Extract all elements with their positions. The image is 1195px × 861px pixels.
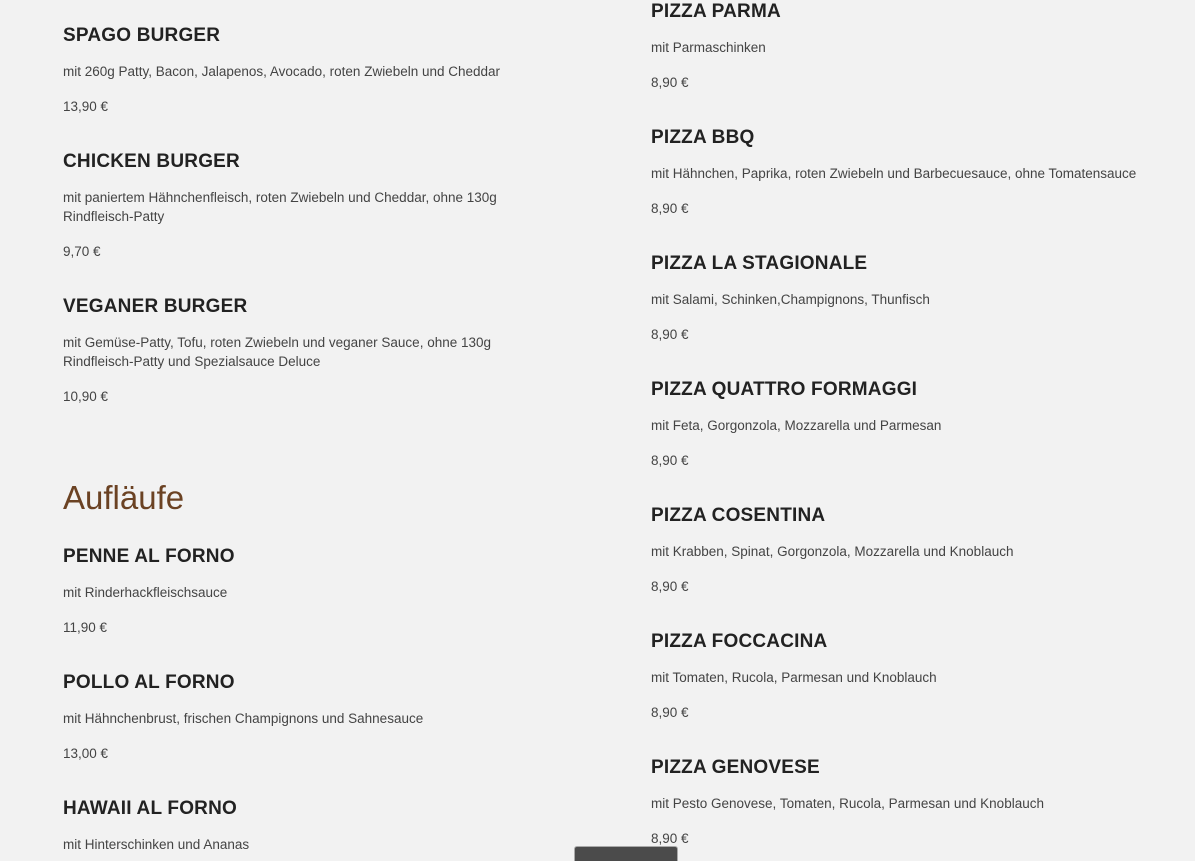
menu-item [651,252,1171,344]
menu-item-description: mit 260g Patty, Bacon, Jalapenos, Avocado, roten Zwiebeln und Cheddar [63,64,501,79]
menu-item-description: mit Pesto Genovese, Tomaten, Rucola, Parmesan und Knoblauch [651,796,1044,811]
menu-item-price: 8,90 € [651,579,689,594]
menu-item-title: PIZZA QUATTRO FORMAGGI [651,379,918,400]
menu-item-price: 13,90 € [63,99,109,114]
menu-item [63,24,543,116]
menu-item-title: PIZZA GENOVESE [651,757,820,778]
menu-item-title: VEGANER BURGER [63,296,248,317]
menu-item-price: 11,90 € [63,620,108,635]
menu-item-title: CHICKEN BURGER [63,151,240,172]
menu-item-title: PIZZA COSENTINA [651,505,826,526]
menu-item-price: 8,90 € [651,453,689,468]
menu-item-title: PIZZA FOCCACINA [651,631,828,652]
menu-item [651,378,1171,470]
menu-item-description: mit paniertem Hähnchenfleisch, roten Zwiebeln und Cheddar, ohne 130g Rindfleisch-Patty [63,190,497,224]
menu-item-title: SPAGO BURGER [63,25,221,46]
menu-item-description: mit Rinderhackfleischsauce [63,585,228,600]
menu-item [651,756,1171,848]
menu-item [63,797,543,854]
menu-item [651,630,1171,722]
menu-item-price: 9,70 € [63,244,101,259]
menu-item [63,150,543,261]
menu-item [651,0,1171,92]
section-heading: Aufläufe [63,479,185,516]
menu-item-title: PENNE AL FORNO [63,546,235,567]
menu-item [63,671,543,763]
menu-item-title: POLLO AL FORNO [63,672,235,693]
menu-item-description: mit Hähnchenbrust, frischen Champignons und Sahnesauce [63,711,424,726]
menu-item-price: 8,90 € [651,327,689,342]
menu-item-description: mit Hähnchen, Paprika, roten Zwiebeln und Barbecuesauce, ohne Tomatensauce [651,166,1137,181]
menu-item-title: PIZZA LA STAGIONALE [651,253,868,274]
menu-item [63,295,543,406]
menu-item-description: mit Salami, Schinken,Champignons, Thunfisch [651,292,930,307]
menu-item-price: 10,90 € [63,389,109,404]
menu-item-description: mit Hinterschinken und Ananas [63,837,250,852]
menu-item [651,504,1171,596]
menu-item-description: mit Feta, Gorgonzola, Mozzarella und Parmesan [651,418,942,433]
menu-item-price: 13,00 € [63,746,109,761]
menu-item-price: 8,90 € [651,705,689,720]
menu-item-description: mit Gemüse-Patty, Tofu, roten Zwiebeln und veganer Sauce, ohne 130g Rindfleisch-Patty und Spezialsauce Deluce [63,335,492,369]
menu-item [63,545,543,637]
menu-item-description: mit Krabben, Spinat, Gorgonzola, Mozzarella und Knoblauch [651,544,1014,559]
menu-item-price: 8,90 € [651,831,689,846]
menu-item-title: PIZZA BBQ [651,127,755,148]
menu-item-title: HAWAII AL FORNO [63,798,237,819]
menu-item-title: PIZZA PARMA [651,1,781,22]
menu-item [651,126,1171,218]
menu-item-price: 8,90 € [651,201,689,216]
menu-item-price: 8,90 € [651,75,689,90]
menu-item-description: mit Tomaten, Rucola, Parmesan und Knoblauch [651,670,937,685]
menu-item-description: mit Parmaschinken [651,40,766,55]
